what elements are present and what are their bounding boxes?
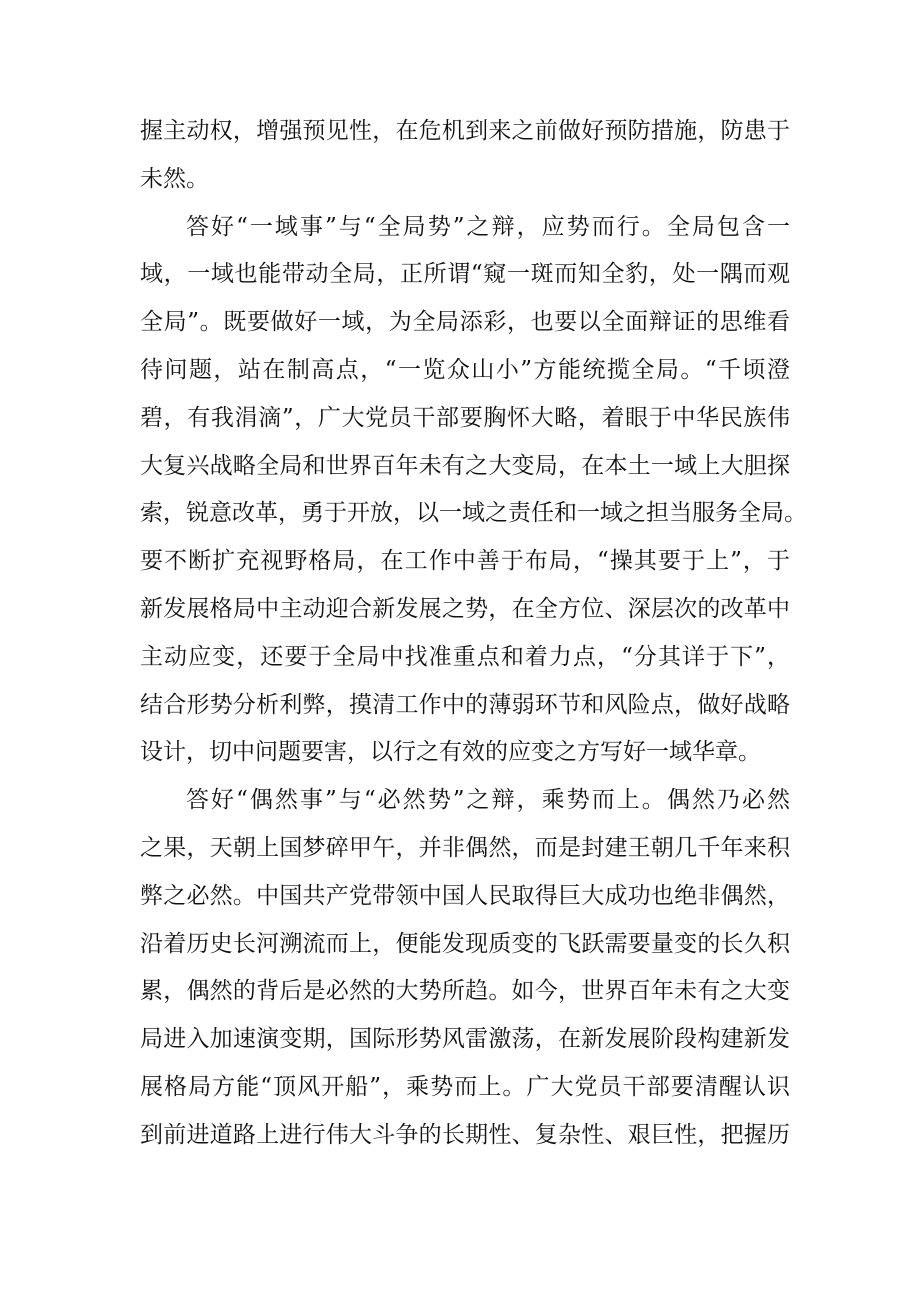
- text-line: 大复兴战略全局和世界百年未有之大变局，在本土一域上大胆探: [140, 452, 790, 479]
- text-line: 沿着历史长河溯流而上，便能发现质变的飞跃需要量变的长久积: [140, 930, 790, 957]
- text-line: 全局”。既要做好一域，为全局添彩，也要以全面辩证的思维看: [140, 309, 790, 336]
- text-line: 之果，天朝上国梦碎甲午，并非偶然，而是封建王朝几千年来积: [140, 834, 790, 861]
- text-line: 累，偶然的背后是必然的大势所趋。如今，世界百年未有之大变: [140, 978, 790, 1005]
- text-line: 到前进道路上进行伟大斗争的长期性、复杂性、艰巨性，把握历: [140, 1121, 790, 1148]
- text-line: 局进入加速演变期，国际形势风雷激荡，在新发展阶段构建新发: [140, 1026, 790, 1053]
- paragraph-start-line: 答好“偶然事”与“必然势”之辩，乘势而上。偶然乃必然: [186, 787, 790, 814]
- text-line: 握主动权，增强预见性，在危机到来之前做好预防措施，防患于: [140, 118, 790, 144]
- text-line: 结合形势分析利弊，摸清工作中的薄弱环节和风险点，做好战略: [140, 691, 790, 718]
- text-line: 碧，有我涓滴”，广大党员干部要胸怀大略，着眼于中华民族伟: [140, 404, 790, 431]
- text-line: 待问题，站在制高点，“一览众山小”方能统揽全局。“千顷澄: [140, 356, 790, 383]
- text-line: 索，锐意改革，勇于开放，以一域之责任和一域之担当服务全局。: [140, 500, 807, 527]
- text-line: 展格局方能“顶风开船”，乘势而上。广大党员干部要清醒认识: [140, 1073, 790, 1100]
- text-line: 未然。: [140, 165, 209, 192]
- text-line: 设计，切中问题要害，以行之有效的应变之方写好一域华章。: [140, 739, 761, 766]
- text-line: 主动应变，还要于全局中找准重点和着力点，“分其详于下”，: [140, 643, 790, 670]
- body-text: [140, 108, 807, 1160]
- text-line: 要不断扩充视野格局，在工作中善于布局，“操其要于上”，于: [140, 548, 790, 575]
- text-line: 域，一域也能带动全局，正所谓“窥一斑而知全豹，处一隅而观: [140, 261, 790, 288]
- paragraph-start-line: 答好“一域事”与“全局势”之辩，应势而行。全局包含一: [186, 213, 790, 240]
- text-line: 新发展格局中主动迎合新发展之势，在全方位、深层次的改革中: [140, 595, 790, 622]
- text-line: 弊之必然。中国共产党带领中国人民取得巨大成功也绝非偶然，: [140, 882, 790, 909]
